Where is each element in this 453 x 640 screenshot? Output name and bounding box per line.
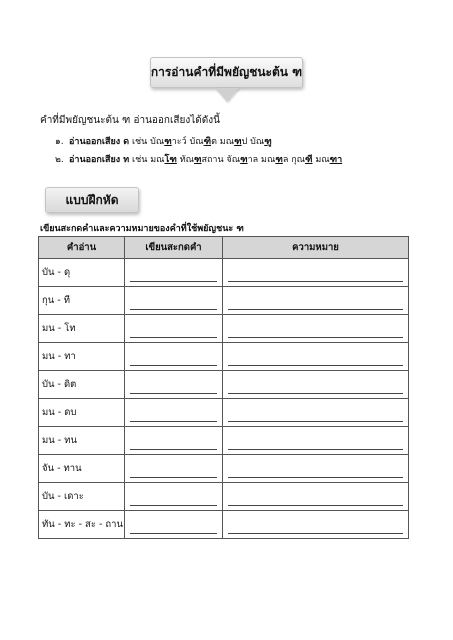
column-header-meaning: ความหมาย xyxy=(223,237,409,259)
table-row xyxy=(39,399,409,427)
rule-example: าล มณ xyxy=(247,155,276,165)
reading-cell: มน - ดบ xyxy=(39,399,125,427)
rule-item-1 xyxy=(55,134,272,148)
column-header-spelling: เขียนสะกดคำ xyxy=(125,237,223,259)
answer-line xyxy=(228,393,403,394)
meaning-answer-cell[interactable] xyxy=(223,455,409,483)
meaning-answer-cell[interactable] xyxy=(223,371,409,399)
answer-line xyxy=(228,281,403,282)
rule-example-highlight: ฑ xyxy=(234,137,242,147)
meaning-answer-cell[interactable] xyxy=(223,259,409,287)
rule-example-highlight: ฑ xyxy=(240,155,248,165)
rule-example-highlight: ฑ xyxy=(194,155,202,165)
rule-example-highlight: ฑิ xyxy=(203,137,212,147)
answer-line xyxy=(130,533,217,534)
meaning-answer-cell[interactable] xyxy=(223,483,409,511)
spelling-answer-cell[interactable] xyxy=(125,371,223,399)
intro-text: คำที่มีพยัญชนะต้น ฑ อ่านออกเสียงได้ดังนี้ xyxy=(40,115,220,126)
answer-line xyxy=(130,421,217,422)
table-row xyxy=(39,343,409,371)
answer-line xyxy=(228,449,403,450)
answer-line xyxy=(130,449,217,450)
column-header-reading: คำอ่าน xyxy=(39,237,125,259)
answer-line xyxy=(228,421,403,422)
spelling-answer-cell[interactable] xyxy=(125,315,223,343)
answer-line xyxy=(130,477,217,478)
reading-cell: มน - ทา xyxy=(39,343,125,371)
answer-line xyxy=(228,477,403,478)
spelling-answer-cell[interactable] xyxy=(125,455,223,483)
table-row xyxy=(39,427,409,455)
page-title: การอ่านคำที่มีพยัญชนะต้น ฑ xyxy=(150,57,303,88)
rule-example-highlight: โฑ xyxy=(164,155,177,165)
rule-item-2 xyxy=(55,152,342,166)
table-header-row xyxy=(39,237,409,259)
worksheet-table xyxy=(38,236,409,539)
answer-line xyxy=(130,281,217,282)
meaning-answer-cell[interactable] xyxy=(223,511,409,539)
reading-cell: บัน - ดิต xyxy=(39,371,125,399)
rule-example-highlight: ฑา xyxy=(329,155,343,165)
table-row xyxy=(39,455,409,483)
answer-line xyxy=(228,365,403,366)
rule-number: ๑. xyxy=(55,137,64,147)
rule-example: เช่น บัณ xyxy=(129,137,165,147)
spelling-answer-cell[interactable] xyxy=(125,399,223,427)
spelling-answer-cell[interactable] xyxy=(125,259,223,287)
rule-example: ทัณ xyxy=(176,155,194,165)
rule-example: เช่น มณ xyxy=(129,155,165,165)
callout-arrow-icon xyxy=(215,88,239,102)
answer-line xyxy=(228,337,403,338)
spelling-answer-cell[interactable] xyxy=(125,483,223,511)
spelling-answer-cell[interactable] xyxy=(125,287,223,315)
meaning-answer-cell[interactable] xyxy=(223,315,409,343)
table-row xyxy=(39,259,409,287)
answer-line xyxy=(228,505,403,506)
answer-line xyxy=(130,393,217,394)
meaning-answer-cell[interactable] xyxy=(223,427,409,455)
rule-example-highlight: ฑ xyxy=(275,155,283,165)
meaning-answer-cell[interactable] xyxy=(223,343,409,371)
rule-number: ๒. xyxy=(55,155,64,165)
reading-cell: ทัน - ทะ - สะ - ถาน xyxy=(39,511,125,539)
rule-example-highlight: ฑี xyxy=(305,155,313,165)
rule-example: มณ xyxy=(312,155,330,165)
spelling-answer-cell[interactable] xyxy=(125,427,223,455)
spelling-answer-cell[interactable] xyxy=(125,343,223,371)
reading-cell: บัน - ดุ xyxy=(39,259,125,287)
meaning-answer-cell[interactable] xyxy=(223,287,409,315)
table-row xyxy=(39,483,409,511)
meaning-answer-cell[interactable] xyxy=(223,399,409,427)
reading-cell: บัน - เดาะ xyxy=(39,483,125,511)
reading-cell: กุน - ที xyxy=(39,287,125,315)
answer-line xyxy=(130,309,217,310)
rule-example: สถาน จัณ xyxy=(201,155,241,165)
reading-cell: มน - ทน xyxy=(39,427,125,455)
rule-example-highlight: ฑ xyxy=(164,137,172,147)
rule-example: ต มณ xyxy=(211,137,235,147)
table-row xyxy=(39,287,409,315)
practice-badge: แบบฝึกหัด xyxy=(45,187,139,213)
table-row xyxy=(39,511,409,539)
rule-lead: อ่านออกเสียง ด xyxy=(69,137,130,147)
rule-example: ล กุณ xyxy=(282,155,305,165)
answer-line xyxy=(228,533,403,534)
table-row xyxy=(39,371,409,399)
reading-cell: จัน - ทาน xyxy=(39,455,125,483)
rule-example: ป บัณ xyxy=(241,137,265,147)
exercise-instruction: เขียนสะกดคำและความหมายของคำที่ใช้พยัญชนะ ฑ xyxy=(40,224,244,234)
answer-line xyxy=(130,337,217,338)
title-callout xyxy=(150,57,303,102)
answer-line xyxy=(228,309,403,310)
answer-line xyxy=(130,505,217,506)
spelling-answer-cell[interactable] xyxy=(125,511,223,539)
table-row xyxy=(39,315,409,343)
reading-cell: มน - โท xyxy=(39,315,125,343)
answer-line xyxy=(130,365,217,366)
rule-example-highlight: ฑู xyxy=(264,137,272,147)
rule-lead: อ่านออกเสียง ท xyxy=(69,155,130,165)
rule-example: าะว์ บัณ xyxy=(171,137,204,147)
